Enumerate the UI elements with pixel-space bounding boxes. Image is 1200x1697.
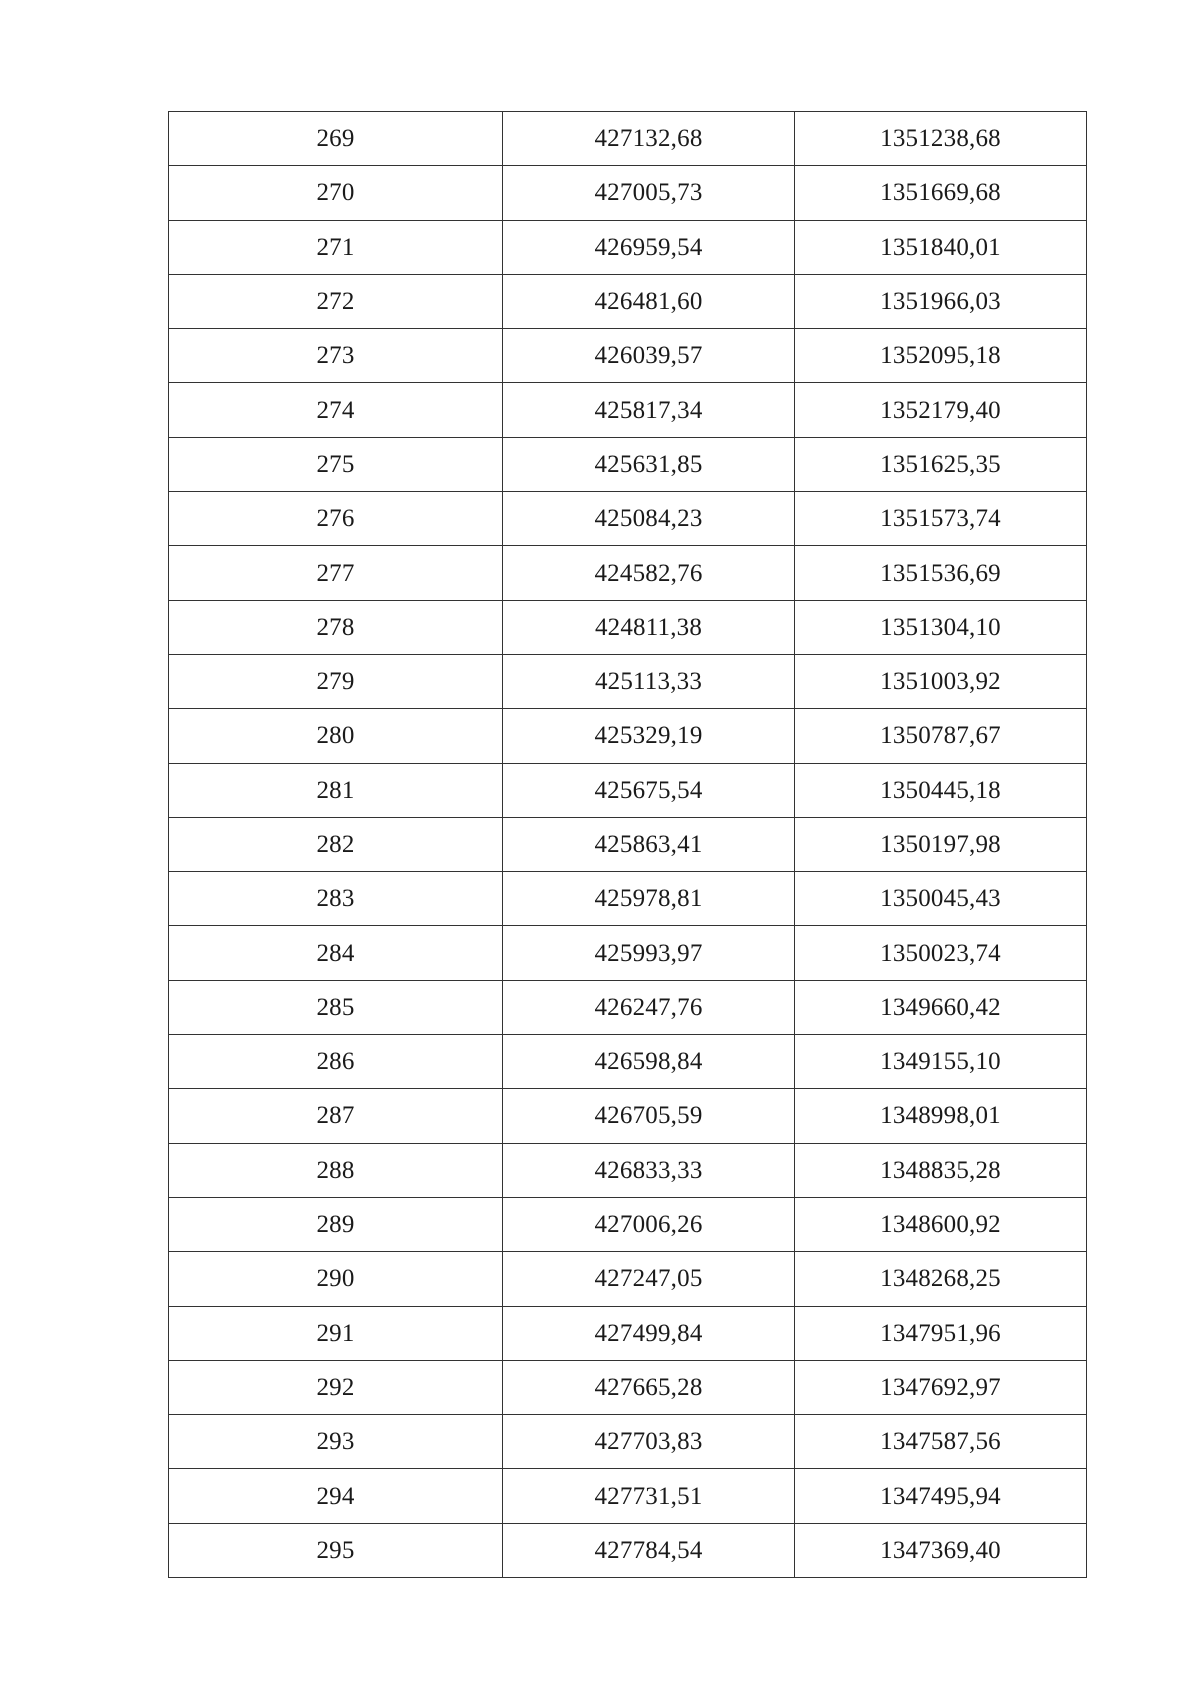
point-number-cell: 293: [169, 1415, 503, 1469]
table-row: [169, 600, 1087, 654]
x-coordinate-cell: 427247,05: [503, 1252, 795, 1306]
coordinates-table-body: [169, 112, 1087, 1578]
y-coordinate-cell: 1352095,18: [795, 329, 1087, 383]
x-coordinate-cell: 426959,54: [503, 220, 795, 274]
point-number-cell: 275: [169, 437, 503, 491]
table-row: [169, 872, 1087, 926]
table-row: [169, 1089, 1087, 1143]
y-coordinate-cell: 1349155,10: [795, 1035, 1087, 1089]
y-coordinate-cell: 1350045,43: [795, 872, 1087, 926]
table-row: [169, 654, 1087, 708]
y-coordinate-cell: 1347587,56: [795, 1415, 1087, 1469]
table-row: [169, 1306, 1087, 1360]
x-coordinate-cell: 426705,59: [503, 1089, 795, 1143]
x-coordinate-cell: 426481,60: [503, 274, 795, 328]
x-coordinate-cell: 424582,76: [503, 546, 795, 600]
table-row: [169, 546, 1087, 600]
y-coordinate-cell: 1350787,67: [795, 709, 1087, 763]
table-row: [169, 1469, 1087, 1523]
point-number-cell: 277: [169, 546, 503, 600]
table-row: [169, 383, 1087, 437]
y-coordinate-cell: 1348998,01: [795, 1089, 1087, 1143]
x-coordinate-cell: 425675,54: [503, 763, 795, 817]
x-coordinate-cell: 427784,54: [503, 1523, 795, 1577]
point-number-cell: 289: [169, 1197, 503, 1251]
table-row: [169, 1035, 1087, 1089]
x-coordinate-cell: 424811,38: [503, 600, 795, 654]
point-number-cell: 286: [169, 1035, 503, 1089]
x-coordinate-cell: 427132,68: [503, 112, 795, 166]
table-row: [169, 1252, 1087, 1306]
table-row: [169, 492, 1087, 546]
y-coordinate-cell: 1351840,01: [795, 220, 1087, 274]
point-number-cell: 287: [169, 1089, 503, 1143]
x-coordinate-cell: 427005,73: [503, 166, 795, 220]
y-coordinate-cell: 1350197,98: [795, 817, 1087, 871]
table-row: [169, 166, 1087, 220]
point-number-cell: 276: [169, 492, 503, 546]
y-coordinate-cell: 1351238,68: [795, 112, 1087, 166]
point-number-cell: 281: [169, 763, 503, 817]
x-coordinate-cell: 425113,33: [503, 654, 795, 708]
x-coordinate-cell: 425631,85: [503, 437, 795, 491]
y-coordinate-cell: 1350023,74: [795, 926, 1087, 980]
table-row: [169, 329, 1087, 383]
y-coordinate-cell: 1347495,94: [795, 1469, 1087, 1523]
table-row: [169, 274, 1087, 328]
point-number-cell: 271: [169, 220, 503, 274]
point-number-cell: 294: [169, 1469, 503, 1523]
point-number-cell: 283: [169, 872, 503, 926]
point-number-cell: 269: [169, 112, 503, 166]
y-coordinate-cell: 1347369,40: [795, 1523, 1087, 1577]
y-coordinate-cell: 1351304,10: [795, 600, 1087, 654]
point-number-cell: 284: [169, 926, 503, 980]
y-coordinate-cell: 1351669,68: [795, 166, 1087, 220]
y-coordinate-cell: 1348835,28: [795, 1143, 1087, 1197]
x-coordinate-cell: 426833,33: [503, 1143, 795, 1197]
table-row: [169, 1143, 1087, 1197]
point-number-cell: 285: [169, 980, 503, 1034]
y-coordinate-cell: 1347951,96: [795, 1306, 1087, 1360]
table-row: [169, 817, 1087, 871]
table-row: [169, 763, 1087, 817]
x-coordinate-cell: 427006,26: [503, 1197, 795, 1251]
point-number-cell: 292: [169, 1360, 503, 1414]
y-coordinate-cell: 1349660,42: [795, 980, 1087, 1034]
table-row: [169, 437, 1087, 491]
y-coordinate-cell: 1350445,18: [795, 763, 1087, 817]
y-coordinate-cell: 1351003,92: [795, 654, 1087, 708]
x-coordinate-cell: 426598,84: [503, 1035, 795, 1089]
x-coordinate-cell: 425084,23: [503, 492, 795, 546]
x-coordinate-cell: 425329,19: [503, 709, 795, 763]
table-row: [169, 709, 1087, 763]
x-coordinate-cell: 427499,84: [503, 1306, 795, 1360]
point-number-cell: 291: [169, 1306, 503, 1360]
x-coordinate-cell: 426039,57: [503, 329, 795, 383]
coordinates-table: [168, 111, 1087, 1578]
x-coordinate-cell: 426247,76: [503, 980, 795, 1034]
point-number-cell: 288: [169, 1143, 503, 1197]
table-row: [169, 1415, 1087, 1469]
x-coordinate-cell: 425863,41: [503, 817, 795, 871]
point-number-cell: 270: [169, 166, 503, 220]
x-coordinate-cell: 427665,28: [503, 1360, 795, 1414]
y-coordinate-cell: 1348268,25: [795, 1252, 1087, 1306]
x-coordinate-cell: 425993,97: [503, 926, 795, 980]
x-coordinate-cell: 425978,81: [503, 872, 795, 926]
point-number-cell: 274: [169, 383, 503, 437]
table-row: [169, 220, 1087, 274]
x-coordinate-cell: 427703,83: [503, 1415, 795, 1469]
table-row: [169, 1360, 1087, 1414]
y-coordinate-cell: 1351966,03: [795, 274, 1087, 328]
point-number-cell: 278: [169, 600, 503, 654]
table-row: [169, 1523, 1087, 1577]
point-number-cell: 280: [169, 709, 503, 763]
table-row: [169, 1197, 1087, 1251]
point-number-cell: 279: [169, 654, 503, 708]
point-number-cell: 282: [169, 817, 503, 871]
y-coordinate-cell: 1348600,92: [795, 1197, 1087, 1251]
table-row: [169, 980, 1087, 1034]
y-coordinate-cell: 1351536,69: [795, 546, 1087, 600]
y-coordinate-cell: 1352179,40: [795, 383, 1087, 437]
y-coordinate-cell: 1351573,74: [795, 492, 1087, 546]
y-coordinate-cell: 1347692,97: [795, 1360, 1087, 1414]
point-number-cell: 272: [169, 274, 503, 328]
x-coordinate-cell: 427731,51: [503, 1469, 795, 1523]
point-number-cell: 273: [169, 329, 503, 383]
table-row: [169, 112, 1087, 166]
point-number-cell: 295: [169, 1523, 503, 1577]
point-number-cell: 290: [169, 1252, 503, 1306]
table-row: [169, 926, 1087, 980]
y-coordinate-cell: 1351625,35: [795, 437, 1087, 491]
x-coordinate-cell: 425817,34: [503, 383, 795, 437]
